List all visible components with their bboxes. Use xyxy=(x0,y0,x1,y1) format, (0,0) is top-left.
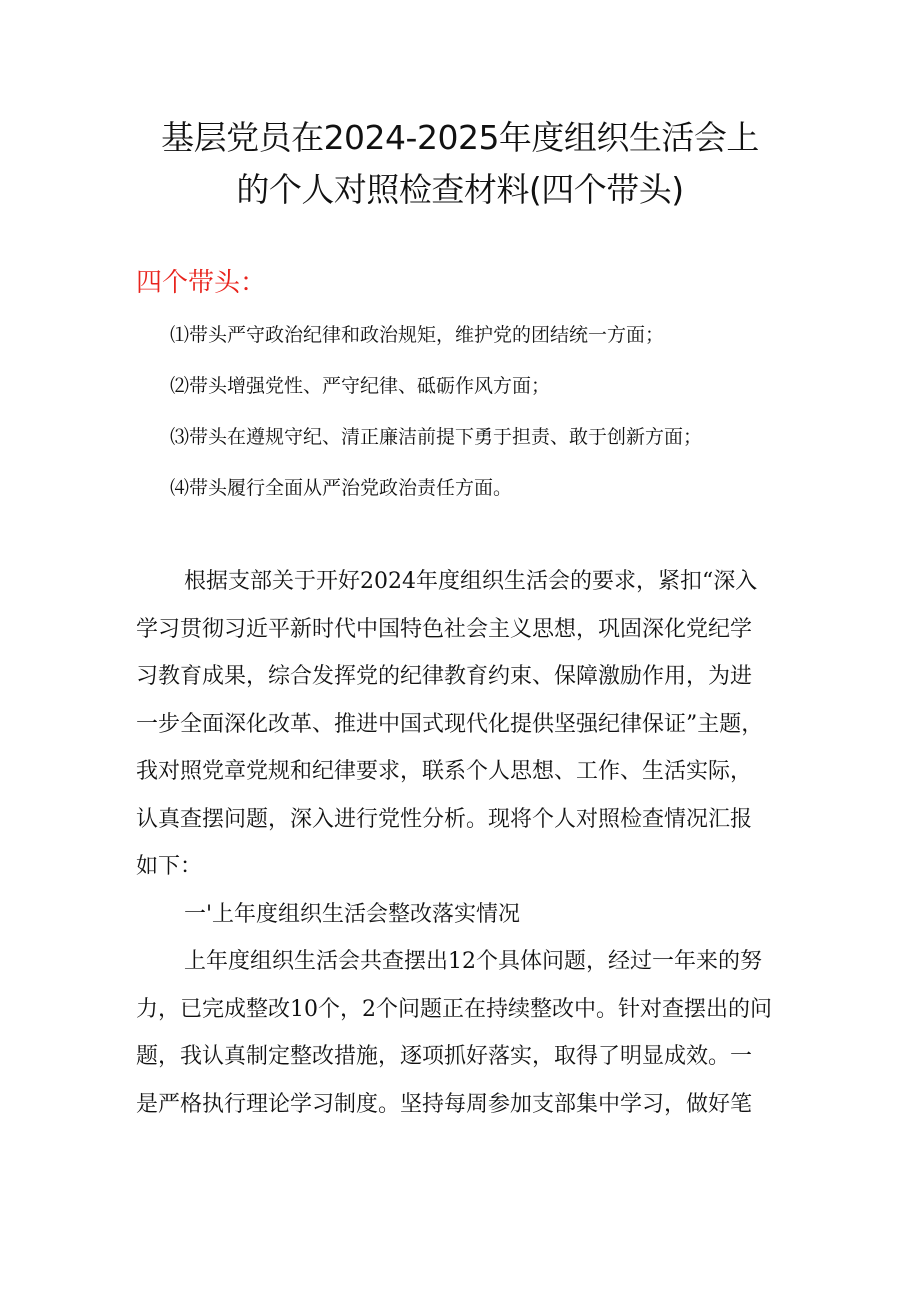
paragraph-line: 上年度组织生活会共查摆出12个具体问题，经过一年来的努 xyxy=(184,949,762,974)
title-line-1: 基层党员在2024-2025年度组织生活会上 xyxy=(161,118,759,157)
title-line-2: 的个人对照检查材料(四个带头) xyxy=(236,170,684,209)
list-item: ⑴带头严守政治纪律和政治规矩，维护党的团结统一方面； xyxy=(170,324,665,346)
paragraph-line: 我对照党章党规和纪律要求，联系个人思想、工作、生活实际， xyxy=(136,759,753,784)
section-heading: 四个带头： xyxy=(136,268,267,298)
paragraph-line: 习教育成果，综合发挥党的纪律教育约束、保障激励作用，为进 xyxy=(136,664,753,689)
paragraph-line: 是严格执行理论学习制度。坚持每周参加支部集中学习，做好笔 xyxy=(136,1091,753,1117)
paragraph-line: 如下： xyxy=(136,854,203,879)
body-text xyxy=(136,558,796,1128)
paragraph-line: 力，已完成整改10个，2个问题正在持续整改中。针对查摆出的问 xyxy=(136,996,772,1022)
paragraph-line: 认真查摆问题，深入进行党性分析。现将个人对照检查情况汇报 xyxy=(136,806,753,832)
item-list xyxy=(170,318,702,522)
paragraph-line: 一步全面深化改革、推进中国式现代化提供坚强纪律保证”主题， xyxy=(136,711,764,737)
list-item: ⑷带头履行全面从严治党政治责任方面。 xyxy=(170,477,513,499)
document-title xyxy=(0,112,920,216)
list-item: ⑶带头在遵规守纪、清正廉洁前提下勇于担责、敢于创新方面； xyxy=(170,426,703,448)
subsection-heading: 一'上年度组织生活会整改落实情况 xyxy=(184,901,521,927)
paragraph-line: 题，我认真制定整改措施，逐项抓好落实，取得了明显成效。一 xyxy=(136,1044,753,1069)
paragraph-line: 学习贯彻习近平新时代中国特色社会主义思想，巩固深化党纪学 xyxy=(136,616,753,642)
list-item: ⑵带头增强党性、严守纪律、砥砺作风方面； xyxy=(170,375,551,397)
paragraph-line: 根据支部关于开好2024年度组织生活会的要求，紧扣“深入 xyxy=(184,569,758,594)
